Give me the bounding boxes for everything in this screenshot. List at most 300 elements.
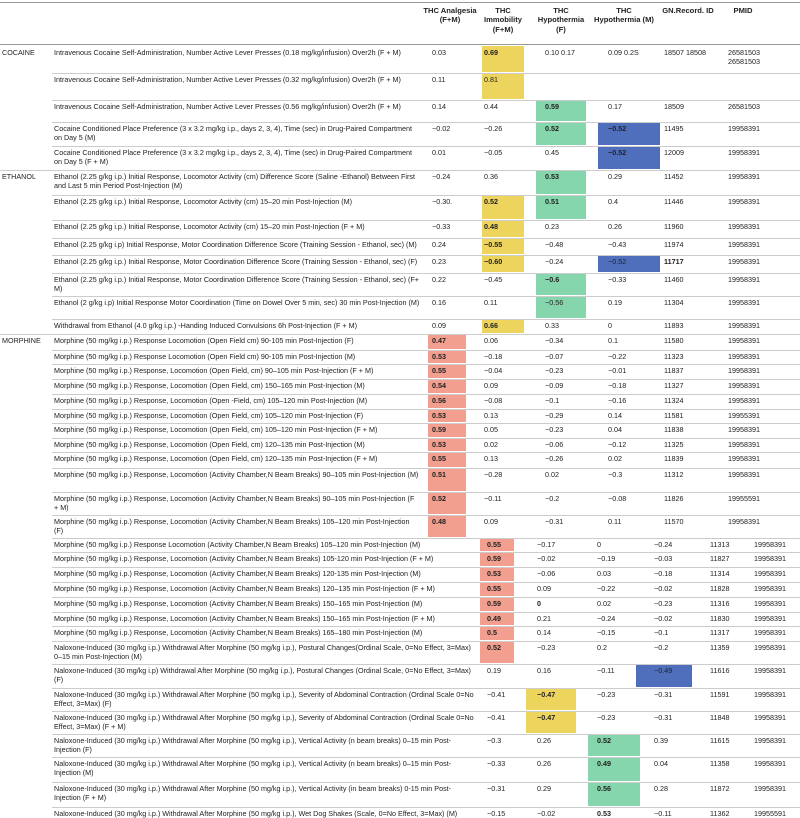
row-description: Morphine (50 mg/kg i.p.) Response, Locomotion (Open Field, cm) 105–120 min Post-Injection (F + M) bbox=[54, 425, 378, 434]
value-cell: 0.55 bbox=[487, 584, 501, 593]
row-divider bbox=[52, 597, 800, 598]
row-description: Ethanol (2.25 g/kg i.p.) Initial Response, Locomotor Activity (cm) Difference Score (Saline -Ethanol) Between First and Last 5 min Period Post-Injection (M) bbox=[54, 172, 415, 191]
value-cell: 0.01 bbox=[432, 148, 446, 157]
value-cell: 19958391 bbox=[728, 275, 760, 284]
value-cell: −0.31 bbox=[545, 517, 564, 526]
value-cell: −0.3 bbox=[608, 470, 623, 479]
value-cell: 0.54 bbox=[432, 381, 446, 390]
row-divider bbox=[52, 612, 800, 613]
row-divider bbox=[52, 492, 800, 493]
value-cell: 0.59 bbox=[545, 102, 559, 111]
value-cell: 0.14 bbox=[608, 411, 622, 420]
row-divider bbox=[52, 567, 800, 568]
table-row bbox=[0, 222, 800, 239]
row-description: Naloxone-Induced (30 mg/kg i.p) Withdrawal After Morphine (50 mg/kg i.p.), Postural Changes (Ordinal Scale, 0=No Effect, 3=Max) (F) bbox=[54, 666, 471, 685]
row-divider bbox=[52, 688, 800, 689]
row-description: Morphine (50 mg/kg i.p.) Response, Locomotion (Activity Chamber,N Beam Breaks) 165–180 min Post-Injection (M) bbox=[54, 628, 423, 637]
value-cell: −0.05 bbox=[484, 148, 503, 157]
row-description: Ethanol (2.25 g/kg i.p.) Initial Response, Locomotor Activity (cm) 15–20 min Post-Injection (M) bbox=[54, 197, 353, 206]
value-cell: 0.52 bbox=[484, 197, 498, 206]
row-description: Intravenous Cocaine Self-Administration, Number Active Lever Presses (0.18 mg/kg/infusion) Over2h (F + M) bbox=[54, 48, 401, 57]
value-cell: −0.33 bbox=[432, 222, 451, 231]
value-cell: 0.4 bbox=[608, 197, 618, 206]
row-description: Morphine (50 mg/kg i.p.) Response, Locomotion (Activity Chamber,N Beam Breaks) 120–135 min Post-Injection (F + M) bbox=[54, 584, 435, 593]
value-cell: 0.16 bbox=[537, 666, 551, 675]
table-row bbox=[0, 470, 800, 493]
value-cell: 0 bbox=[537, 599, 541, 608]
value-cell: 11304 bbox=[664, 298, 684, 307]
value-cell: −0.33 bbox=[608, 275, 627, 284]
row-divider bbox=[52, 394, 800, 395]
value-cell: −0.19 bbox=[597, 554, 616, 563]
value-cell: −0.04 bbox=[484, 366, 503, 375]
value-cell: −0.06 bbox=[545, 440, 564, 449]
value-cell: 0.03 bbox=[597, 569, 611, 578]
table-row bbox=[0, 240, 800, 256]
row-divider bbox=[52, 538, 800, 539]
value-cell: 11580 bbox=[664, 336, 684, 345]
value-cell: 11827 bbox=[710, 554, 730, 563]
row-description: Morphine (50 mg/kg i.p.) Response, Locomotion (Open Field, cm) 105–120 min Post-Injection (F) bbox=[54, 411, 364, 420]
value-cell: −0.23 bbox=[597, 713, 616, 722]
table-row bbox=[0, 690, 800, 712]
row-divider bbox=[52, 195, 800, 196]
row-divider bbox=[52, 423, 800, 424]
row-description: Morphine (50 mg/kg i.p.) Response, Locomotion (Open Field, cm) 150–165 min Post-Injection (M) bbox=[54, 381, 365, 390]
value-cell: 0.23 bbox=[432, 257, 446, 266]
value-cell: 19958391 bbox=[754, 599, 786, 608]
value-cell: 0.49 bbox=[597, 759, 611, 768]
table-row bbox=[0, 736, 800, 758]
value-cell: 19958391 bbox=[728, 454, 760, 463]
value-cell: −0.41 bbox=[487, 690, 506, 699]
value-cell: 0.52 bbox=[432, 494, 446, 503]
table-row bbox=[0, 275, 800, 297]
value-cell: 11570 bbox=[664, 517, 684, 526]
row-divider bbox=[52, 238, 800, 239]
value-cell: −0.43 bbox=[608, 240, 627, 249]
value-cell: 0.21 bbox=[537, 614, 551, 623]
value-cell: −0.24 bbox=[432, 172, 451, 181]
row-divider bbox=[52, 350, 800, 351]
value-cell: 11837 bbox=[664, 366, 684, 375]
table-row bbox=[0, 75, 800, 101]
value-cell: 19958391 bbox=[728, 336, 760, 345]
row-divider bbox=[52, 734, 800, 735]
row-divider bbox=[52, 757, 800, 758]
value-cell: 19958391 bbox=[728, 425, 760, 434]
row-description: Naloxone-Induced (30 mg/kg i.p.) Withdrawal After Morphine (50 mg/kg i.p.), Vertical Activity (n beam breaks) 0–15 min Post-Injection (F) bbox=[54, 736, 452, 755]
value-cell: −0.18 bbox=[484, 352, 503, 361]
row-description: Ethanol (2.25 g/kg i.p.) Initial Response, Motor Coordination Difference Score (Training Session - Ethanol, sec) (F+ M) bbox=[54, 275, 419, 294]
value-cell: −0.23 bbox=[597, 690, 616, 699]
value-cell: 11974 bbox=[664, 240, 684, 249]
row-description: Naloxone-Induced (30 mg/kg i.p.) Withdrawal After Morphine (50 mg/kg i.p.), Severity of Abdominal Contraction (Ordinal Scale 0=No Effect, 3=Max) (F) bbox=[54, 690, 474, 709]
value-cell: 26581503 26581503 bbox=[728, 48, 760, 67]
group-label: COCAINE bbox=[2, 48, 35, 57]
value-cell: 0.52 bbox=[487, 643, 501, 652]
value-cell: −0.52 bbox=[608, 124, 627, 133]
value-cell: −0.16 bbox=[608, 396, 627, 405]
value-cell: −0.08 bbox=[484, 396, 503, 405]
row-divider bbox=[52, 220, 800, 221]
value-cell: 11446 bbox=[664, 197, 684, 206]
row-description: Intravenous Cocaine Self-Administration, Number Active Lever Presses (0.56 mg/kg/infusion) Over2h (F + M) bbox=[54, 102, 401, 111]
value-cell: 19958391 bbox=[728, 240, 760, 249]
value-cell: −0.02 bbox=[432, 124, 451, 133]
row-divider bbox=[52, 711, 800, 712]
value-cell: −0.3 bbox=[487, 736, 502, 745]
value-cell: 0.53 bbox=[432, 352, 446, 361]
row-divider bbox=[52, 782, 800, 783]
row-divider bbox=[52, 515, 800, 516]
table-row bbox=[0, 628, 800, 642]
value-cell: −0.22 bbox=[608, 352, 627, 361]
value-cell: 11452 bbox=[664, 172, 684, 181]
value-cell: 0.04 bbox=[654, 759, 668, 768]
row-description: Morphine (50 mg/kg i.p.) Response, Locomotion (Activity Chamber,N Beam Breaks) 105-120 min Post-Injection (F + M) bbox=[54, 554, 434, 563]
value-cell: −0.03 bbox=[654, 554, 673, 563]
value-cell: 11323 bbox=[664, 352, 684, 361]
value-cell: 19958391 bbox=[754, 784, 786, 793]
row-description: Ethanol (2.25 g/kg i.p.) Initial Response, Locomotor Activity (cm) 15–20 min Post-Injection (F + M) bbox=[54, 222, 365, 231]
value-cell: 11325 bbox=[664, 440, 684, 449]
value-cell: 0.24 bbox=[432, 240, 446, 249]
value-cell: 0.51 bbox=[545, 197, 559, 206]
value-cell: 19958391 bbox=[754, 759, 786, 768]
value-cell: 11358 bbox=[710, 759, 730, 768]
value-cell: −0.6 bbox=[545, 275, 560, 284]
row-description: Morphine (50 mg/kg i.p.) Response, Locomotion (Open Field, cm) 120–135 min Post-Injection (F + M) bbox=[54, 454, 378, 463]
value-cell: 12009 bbox=[664, 148, 684, 157]
value-cell: 19958391 bbox=[728, 172, 760, 181]
table-row bbox=[0, 569, 800, 583]
value-cell: 0.17 bbox=[608, 102, 622, 111]
column-header: THC Hypothermia (F) bbox=[537, 6, 585, 34]
row-divider bbox=[0, 334, 800, 335]
value-cell: −0.26 bbox=[484, 124, 503, 133]
value-cell: 0.53 bbox=[432, 440, 446, 449]
value-cell: 0.04 bbox=[608, 425, 622, 434]
row-divider bbox=[52, 626, 800, 627]
value-cell: 11460 bbox=[664, 275, 684, 284]
table-row bbox=[0, 599, 800, 613]
group-label: MORPHINE bbox=[2, 336, 41, 345]
row-divider bbox=[52, 100, 800, 101]
value-cell: −0.12 bbox=[608, 440, 627, 449]
table-row bbox=[0, 554, 800, 568]
value-cell: 0.10 0.17 bbox=[545, 48, 575, 57]
value-cell: 0.02 bbox=[545, 470, 559, 479]
value-cell: 18507 18508 bbox=[664, 48, 706, 57]
value-cell: 11838 bbox=[664, 425, 684, 434]
value-cell: 11839 bbox=[664, 454, 684, 463]
table-row bbox=[0, 784, 800, 808]
value-cell: −0.02 bbox=[654, 614, 673, 623]
table-row bbox=[0, 517, 800, 539]
value-cell: 11317 bbox=[710, 628, 730, 637]
table-row bbox=[0, 666, 800, 689]
value-cell: 19958391 bbox=[754, 690, 786, 699]
value-cell: −0.17 bbox=[537, 540, 556, 549]
table-row bbox=[0, 298, 800, 320]
row-description: Cocaine Conditioned Place Preference (3 x 3.2 mg/kg i.p., days 2, 3, 4), Time (sec) in Drug-Paired Compartment on Day 5 (M) bbox=[54, 124, 412, 143]
table-row bbox=[0, 124, 800, 147]
value-cell: 0.05 bbox=[484, 425, 498, 434]
value-cell: 0 bbox=[608, 321, 612, 330]
value-cell: 19958391 bbox=[728, 366, 760, 375]
value-cell: −0.26 bbox=[545, 454, 564, 463]
value-cell: −0.1 bbox=[654, 628, 669, 637]
column-header: THC Hypothermia (M) bbox=[594, 6, 654, 25]
table-row bbox=[0, 336, 800, 351]
value-cell: −0.15 bbox=[487, 809, 506, 818]
value-cell: 0.59 bbox=[487, 554, 501, 563]
header-bottom-rule bbox=[0, 44, 800, 45]
row-description: Morphine (50 mg/kg i.p.) Response, Locomotion (Activity Chamber,N Beam Breaks) 150–165 min Post-Injection (M) bbox=[54, 599, 423, 608]
row-description: Naloxone-Induced (30 mg/kg i.p.) Withdrawal After Morphine (50 mg/kg i.p.), Postural Changes(Ordinal Scale, 0=No Effect, 3=Max) 0–15 min Post-Injection (M) bbox=[54, 643, 471, 662]
value-cell: 19958391 bbox=[728, 222, 760, 231]
value-cell: 0.45 bbox=[545, 148, 559, 157]
value-cell: 0.11 bbox=[608, 517, 622, 526]
row-divider bbox=[52, 319, 800, 320]
value-cell: −0.02 bbox=[537, 809, 556, 818]
value-cell: −0.52 bbox=[608, 257, 627, 266]
value-cell: 11828 bbox=[710, 584, 730, 593]
value-cell: 0.56 bbox=[597, 784, 611, 793]
value-cell: 0.09 bbox=[432, 321, 446, 330]
row-divider bbox=[52, 379, 800, 380]
value-cell: 0.53 bbox=[432, 411, 446, 420]
table-row bbox=[0, 396, 800, 410]
value-cell: 11717 bbox=[664, 257, 684, 266]
value-cell: −0.47 bbox=[537, 690, 556, 699]
value-cell: −0.23 bbox=[537, 643, 556, 652]
value-cell: −0.49 bbox=[654, 666, 673, 675]
value-cell: 0.69 bbox=[484, 48, 498, 57]
value-cell: −0.11 bbox=[484, 494, 502, 503]
column-header: THC Analgesia (F+M) bbox=[423, 6, 477, 25]
table-row bbox=[0, 366, 800, 380]
row-description: Withdrawal from Ethanol (4.0 g/kg i.p.) -Handing Induced Convulsions 6h Post-Injection (F + M) bbox=[54, 321, 358, 330]
value-cell: −0.47 bbox=[537, 713, 556, 722]
value-cell: 19958391 bbox=[728, 352, 760, 361]
value-cell: 11616 bbox=[710, 666, 730, 675]
row-description: Morphine (50 mg/kg i.p.) Response Locomotion (Open Field cm) 90-105 min Post-Injection (F) bbox=[54, 336, 354, 345]
value-cell: 19958391 bbox=[754, 614, 786, 623]
value-cell: 0.19 bbox=[608, 298, 622, 307]
value-cell: 19958391 bbox=[754, 569, 786, 578]
value-cell: 0.51 bbox=[432, 470, 446, 479]
value-cell: −0.1 bbox=[545, 396, 560, 405]
value-cell: −0.31 bbox=[487, 784, 506, 793]
value-cell: 0.55 bbox=[487, 540, 501, 549]
table-row bbox=[0, 454, 800, 469]
value-cell: 26581503 bbox=[728, 102, 760, 111]
row-description: Morphine (50 mg/kg i.p.) Response, Locomotion (Activity Chamber,N Beam Breaks) 90–105 min Post-Injection (M) bbox=[54, 470, 419, 479]
value-cell: 0.02 bbox=[608, 454, 622, 463]
value-cell: 0.02 bbox=[597, 599, 611, 608]
value-cell: −0.02 bbox=[537, 554, 556, 563]
value-cell: 11362 bbox=[710, 809, 730, 818]
value-cell: 0.29 bbox=[537, 784, 551, 793]
row-description: Morphine (50 mg/kg i.p.) Response, Locomotion (Open Field, cm) 120–135 min Post-Injection (M) bbox=[54, 440, 365, 449]
value-cell: −0.07 bbox=[545, 352, 564, 361]
row-description: Naloxone-Induced (30 mg/kg i.p.) Withdrawal After Morphine (50 mg/kg i.p.), Vertical Activity (n beam breaks) 0–15 min Post-Injection (M) bbox=[54, 759, 452, 778]
row-divider bbox=[0, 170, 800, 171]
value-cell: −0.56 bbox=[545, 298, 564, 307]
value-cell: 0.55 bbox=[432, 366, 446, 375]
value-cell: −0.33 bbox=[487, 759, 506, 768]
value-cell: 11316 bbox=[710, 599, 730, 608]
value-cell: 19958391 bbox=[754, 736, 786, 745]
value-cell: −0.30. bbox=[432, 197, 453, 206]
value-cell: −0.01 bbox=[608, 366, 627, 375]
value-cell: 0.66 bbox=[484, 321, 498, 330]
value-cell: 19958391 bbox=[728, 257, 760, 266]
value-cell: 0.19 bbox=[487, 666, 501, 675]
row-description: Ethanol (2 g/kg i.p) Initial Response Motor Coordination (Time on Dowel Over 5 min, sec) 30 min Post-Injection (M) bbox=[54, 298, 420, 307]
row-description: Morphine (50 mg/kg i.p.) Response Locomotion (Open Field cm) 90-105 min Post-Injection (M) bbox=[54, 352, 356, 361]
row-divider bbox=[52, 273, 800, 274]
value-cell: 0.1 bbox=[608, 336, 618, 345]
value-cell: 0.81 bbox=[484, 75, 498, 84]
value-cell: 19958391 bbox=[754, 584, 786, 593]
table-row bbox=[0, 713, 800, 735]
value-cell: 11591 bbox=[710, 690, 730, 699]
column-header: THC Immobility (F+M) bbox=[484, 6, 522, 34]
table-row bbox=[0, 759, 800, 783]
value-cell: −0.34 bbox=[545, 336, 564, 345]
value-cell: 19958391 bbox=[728, 381, 760, 390]
value-cell: 0.2 bbox=[597, 643, 607, 652]
value-cell: 0.13 bbox=[484, 454, 498, 463]
value-cell: 0.28 bbox=[654, 784, 668, 793]
table-row bbox=[0, 257, 800, 274]
value-cell: 0 bbox=[597, 540, 601, 549]
value-cell: 19955591 bbox=[728, 494, 760, 503]
value-cell: 0.29 bbox=[608, 172, 622, 181]
value-cell: 0.11 bbox=[484, 298, 498, 307]
value-cell: −0.48 bbox=[545, 240, 564, 249]
value-cell: −0.29 bbox=[545, 411, 564, 420]
table-row bbox=[0, 321, 800, 335]
value-cell: 11893 bbox=[664, 321, 684, 330]
row-description: Morphine (50 mg/kg i.p.) Response, Locomotion (Open -Field, cm) 105–120 min Post-Injection (M) bbox=[54, 396, 368, 405]
table-row bbox=[0, 148, 800, 171]
value-cell: −0.18 bbox=[654, 569, 673, 578]
column-header: GN.Record. ID bbox=[662, 6, 714, 15]
row-description: Morphine (50 mg/kg i.p.) Response, Locomotion (Open Field, cm) 90–105 min Post-Injection (F + M) bbox=[54, 366, 374, 375]
value-cell: 11872 bbox=[710, 784, 730, 793]
value-cell: 19958391 bbox=[754, 713, 786, 722]
row-description: Naloxone-Induced (30 mg/kg i.p.) Withdrawal After Morphine (50 mg/kg i.p.), Wet Dog Shakes (Scale, 0=No Effect, 3=Max) (M) bbox=[54, 809, 458, 818]
value-cell: 0.59 bbox=[432, 425, 446, 434]
row-divider bbox=[52, 807, 800, 808]
value-cell: 18509 bbox=[664, 102, 684, 111]
value-cell: 11313 bbox=[710, 540, 730, 549]
value-cell: 11324 bbox=[664, 396, 684, 405]
value-cell: 0.33 bbox=[545, 321, 559, 330]
value-cell: 0.11 bbox=[432, 75, 446, 84]
value-cell: 0.55 bbox=[432, 454, 446, 463]
value-cell: −0.2 bbox=[545, 494, 560, 503]
value-cell: 0.09 bbox=[484, 517, 498, 526]
value-cell: 0.23 bbox=[545, 222, 559, 231]
value-cell: 19958391 bbox=[754, 554, 786, 563]
table-row bbox=[0, 197, 800, 221]
value-cell: −0.60 bbox=[484, 257, 503, 266]
value-cell: −0.24 bbox=[545, 257, 564, 266]
value-cell: −0.24 bbox=[654, 540, 673, 549]
value-cell: 11581 bbox=[664, 411, 684, 420]
value-cell: 0.06 bbox=[484, 336, 498, 345]
value-cell: −0.31 bbox=[654, 713, 673, 722]
value-cell: 0.5 bbox=[487, 628, 497, 637]
table-row bbox=[0, 584, 800, 598]
value-cell: 11314 bbox=[710, 569, 730, 578]
value-cell: 0.22 bbox=[432, 275, 446, 284]
value-cell: 0.09 bbox=[537, 584, 551, 593]
value-cell: −0.31 bbox=[654, 690, 673, 699]
row-divider bbox=[52, 664, 800, 665]
value-cell: 0.44 bbox=[484, 102, 498, 111]
value-cell: 0.14 bbox=[432, 102, 446, 111]
row-description: Naloxone-Induced (30 mg/kg i.p.) Withdrawal After Morphine (50 mg/kg i.p.), Severity of Abdominal Contraction (Ordinal Scale 0=No Effect, 3=Max) (F + M) bbox=[54, 713, 474, 732]
value-cell: 11960 bbox=[664, 222, 684, 231]
header-top-rule bbox=[0, 2, 800, 3]
value-cell: −0.11 bbox=[654, 809, 672, 818]
table-row bbox=[0, 48, 800, 74]
value-cell: 11327 bbox=[664, 381, 684, 390]
row-divider bbox=[52, 582, 800, 583]
value-cell: 0.14 bbox=[537, 628, 551, 637]
row-description: Morphine (50 mg/kg i.p.) Response, Locomotion (Activity Chamber,N Beam Breaks) 90–105 min Post-Injection (F + M) bbox=[54, 494, 415, 513]
value-cell: −0.08 bbox=[608, 494, 627, 503]
value-cell: 0.49 bbox=[487, 614, 501, 623]
row-description: Naloxone-Induced (30 mg/kg i.p.) Withdrawal After Morphine (50 mg/kg i.p.), Vertical Activity (in beam breaks) 0-15 min Post-Injection (F + M) bbox=[54, 784, 452, 803]
value-cell: 0.36 bbox=[484, 172, 498, 181]
value-cell: 11826 bbox=[664, 494, 684, 503]
table-row bbox=[0, 425, 800, 439]
table-row bbox=[0, 172, 800, 196]
row-description: Morphine (50 mg/kg i.p.) Response, Locomotion (Activity Chamber,N Beam Breaks) 105–120 min Post-Injection (F) bbox=[54, 517, 410, 536]
value-cell: 19958391 bbox=[728, 321, 760, 330]
value-cell: −0.06 bbox=[537, 569, 556, 578]
value-cell: 0.39 bbox=[654, 736, 668, 745]
value-cell: 0.47 bbox=[432, 336, 446, 345]
value-cell: 0.48 bbox=[432, 517, 446, 526]
value-cell: −0.52 bbox=[608, 148, 627, 157]
table-row bbox=[0, 381, 800, 395]
value-cell: 0.53 bbox=[487, 569, 501, 578]
value-cell: −0.28 bbox=[484, 470, 503, 479]
value-cell: 0.59 bbox=[487, 599, 501, 608]
value-cell: 0.02 bbox=[484, 440, 498, 449]
value-cell: −0.45 bbox=[484, 275, 503, 284]
value-cell: 19958391 bbox=[728, 470, 760, 479]
value-cell: −0.23 bbox=[545, 425, 564, 434]
value-cell: −0.55 bbox=[484, 240, 503, 249]
row-divider bbox=[52, 296, 800, 297]
row-description: Ethanol (2.25 g/kg i.p.) Initial Response, Motor Coordination Difference Score (Training Session - Ethanol, sec) (F) bbox=[54, 257, 418, 266]
row-divider bbox=[52, 364, 800, 365]
value-cell: 0.48 bbox=[484, 222, 498, 231]
group-label: ETHANOL bbox=[2, 172, 36, 181]
row-divider bbox=[52, 122, 800, 123]
value-cell: 19958391 bbox=[728, 124, 760, 133]
value-cell: 0.56 bbox=[432, 396, 446, 405]
